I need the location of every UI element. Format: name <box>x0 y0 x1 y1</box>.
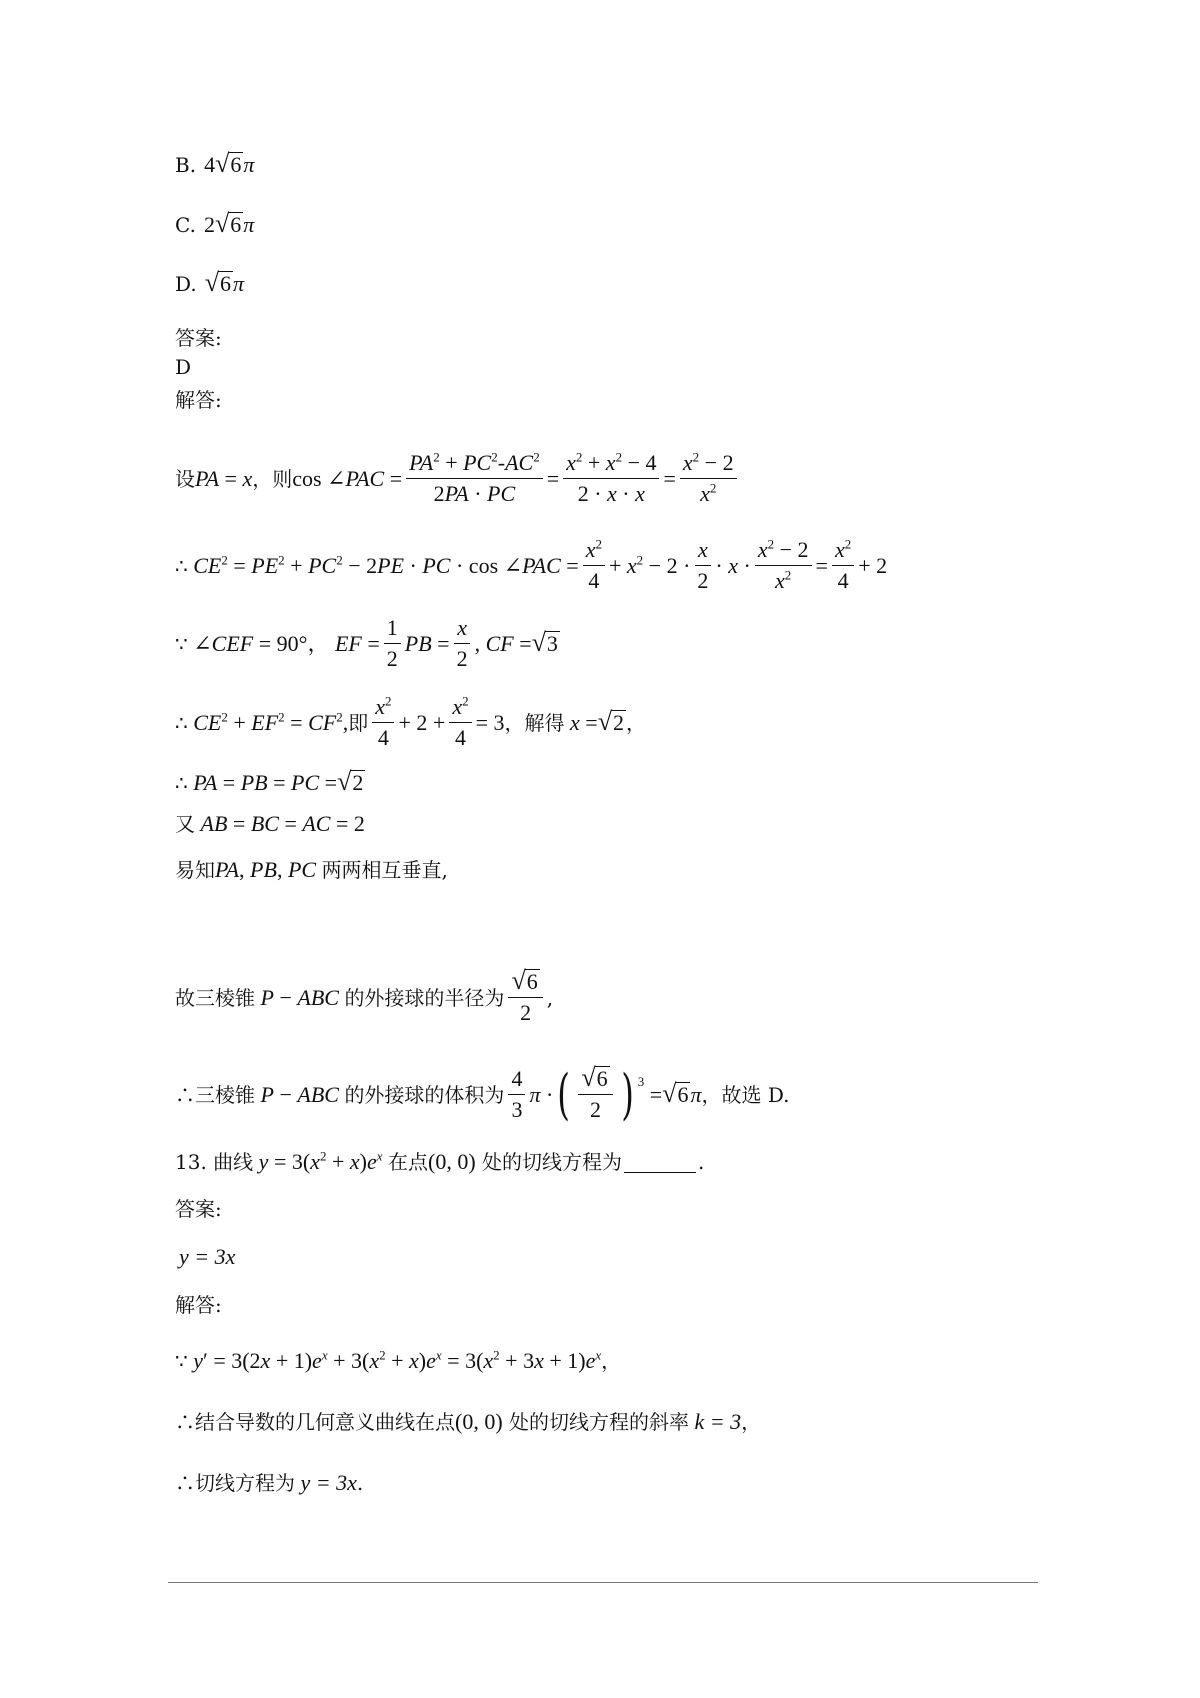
q12-step-4: ∴ $CE^2 + EF^2 = CF^2$, 即 $\frac{x^2}{4}$ + 2 + $\frac{x^2}{4}$ = 3 ，解得 x = √ 2 ， <box>175 693 646 750</box>
q12-step-9: ∴三棱锥 P − ABC 的外接球的体积为 $\frac{4}{3}$ π · ( √ 6 2 ) 3 = √ 6 π ，故选 D. <box>175 1062 790 1126</box>
q12-answer-label: 答案: <box>175 326 222 350</box>
q13-step-2: ∴结合导数的几何意义曲线在点 (0, 0) 处的切线方程的斜率 k = 3 ， <box>175 1409 762 1434</box>
q12-answer-value: D <box>175 355 192 379</box>
option-d-math: √ 6 π <box>204 268 244 297</box>
option-b-math: 4 √ 6 π <box>204 149 255 178</box>
footer-divider <box>168 1582 1038 1583</box>
option-d-label: D. <box>175 271 197 296</box>
q12-solution-label: 解答: <box>175 388 222 412</box>
q13-step-3: ∴切线方程为 y = 3x . <box>175 1470 364 1495</box>
q12-step-7: 易知 PA, PB, PC 两两相互垂直, <box>175 857 448 882</box>
q12-step-1: 设 PA = x ，则 cos ∠PAC = $\frac{PA^2 + PC^2-AC^2}{2PA \cdot PC}$ = $\frac{x^2 + x^2 - 4}{2 \cdot x \cdot x}$ = $\frac{x^2 - 2}{x^2}$ <box>175 450 741 507</box>
option-c-label: C. <box>175 212 196 237</box>
q12-step-5: ∴ PA = PB = PC = √ 2 <box>175 767 364 796</box>
q13-answer-value: y = 3x <box>179 1244 236 1269</box>
q12-step-2: ∴ $CE^2 = PE^2 + PC^2 - 2PE$ · PC · cos ∠PAC = $\frac{x^2}{4}$ + $x^2 - 2$ · $\frac{x}{2}$ · x · $\frac{x^2 - 2}{x^2}$ = $\frac{x^2}{4}$ + 2 <box>175 536 888 593</box>
q13-answer-blank <box>624 1152 696 1173</box>
q12-step-6: 又 AB = BC = AC = 2 <box>175 811 365 836</box>
q13-stem: 13. 曲线 $y = 3(x^2 + x)e^x$ 在点 (0, 0) 处的切线方程为 . <box>175 1148 705 1174</box>
q12-step-8: 故三棱锥 P − ABC 的外接球的半径为 √ 6 2 , <box>175 966 554 1025</box>
option-c <box>175 209 255 238</box>
option-d <box>175 268 244 297</box>
option-b <box>175 149 255 178</box>
option-c-math: 2 √ 6 π <box>203 209 255 238</box>
q13-answer-label: 答案: <box>175 1197 222 1221</box>
q13-step-1: ∵ $y' = 3(2x + 1)e^x + 3(x^2 + x)e^x = 3(x^2 + 3x + 1)e^x$ ， <box>175 1347 622 1373</box>
q12-step-3: ∵ ∠CEF = 90°， EF = $\frac{1}{2}$ PB = $\frac{x}{2}$ , CF = √ 3 <box>175 615 558 671</box>
q13-solution-label: 解答: <box>175 1293 222 1317</box>
option-b-label: B. <box>175 152 197 177</box>
